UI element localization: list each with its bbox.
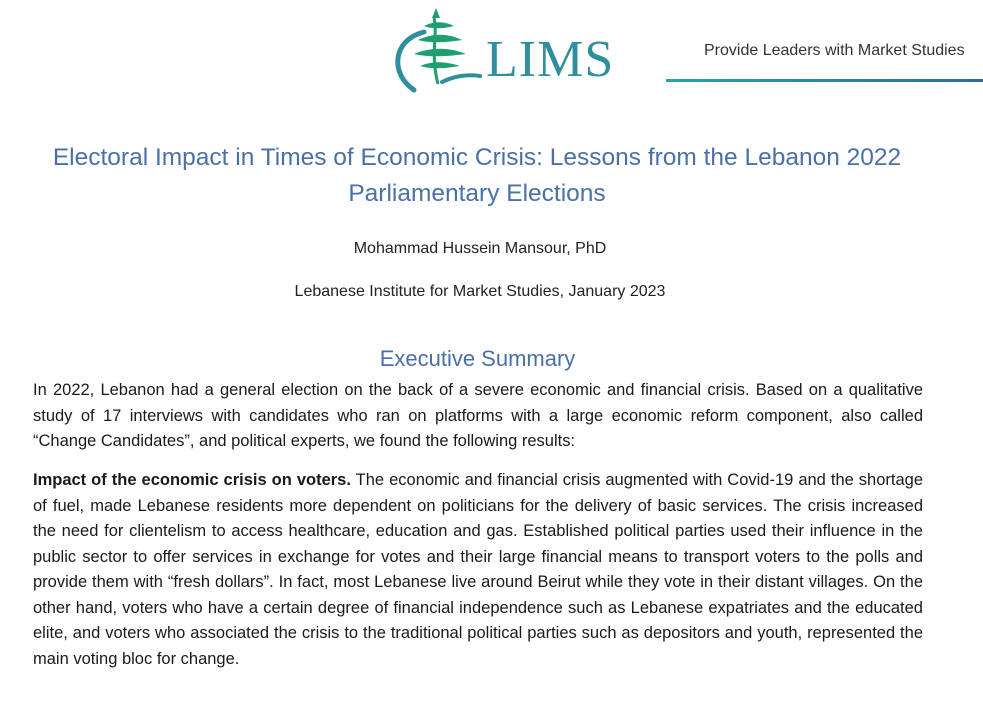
paragraph-body: The economic and financial crisis augmented with Covid-19 and the shortage of fuel, made Lebanese residents more dependent on politicians for the delivery of basic services. The crisis increased the need for clientelism to access healthcare, education and gas. Established political parties used their influence in the public sector to offer services in exchange for votes and their large financial means to transport voters to the polls and provide them with “fresh dollars”. In fact, most Lebanese live around Beirut while they vote in their distant villages. On the other hand, voters who have a certain degree of financial independence such as Lebanese expatriates and the educated elite, and voters who associated the crisis to the traditional political parties such as depositors and youth, represented the main voting bloc for change. <box>33 471 924 668</box>
header-tagline: Provide Leaders with Market Studies <box>704 42 965 59</box>
author-affiliation: Lebanese Institute for Market Studies, January 2023 <box>294 283 666 300</box>
cedar-tree-icon <box>384 4 484 100</box>
logo-wordmark: LIMS <box>486 31 615 88</box>
section-heading: Executive Summary <box>379 346 576 371</box>
page-header <box>0 0 983 100</box>
header-divider <box>666 79 983 82</box>
paragraph-lead: Impact of the economic crisis on voters. <box>33 471 351 489</box>
author-name: Mohammad Hussein Mansour, PhD <box>353 240 607 257</box>
document-title: Electoral Impact in Times of Economic Crisis: Lessons from the Lebanon 2022 Parliamentary Elections <box>52 144 902 207</box>
lims-logo <box>384 4 624 100</box>
summary-paragraph: In 2022, Lebanon had a general election on the back of a severe economic and financial crisis. Based on a qualitative study of 17 interviews with candidates who ran on platforms with a large economic reform component, also called “Change Candidates”, and political experts, we found the following results: <box>33 381 923 450</box>
impact-paragraph <box>33 468 923 672</box>
